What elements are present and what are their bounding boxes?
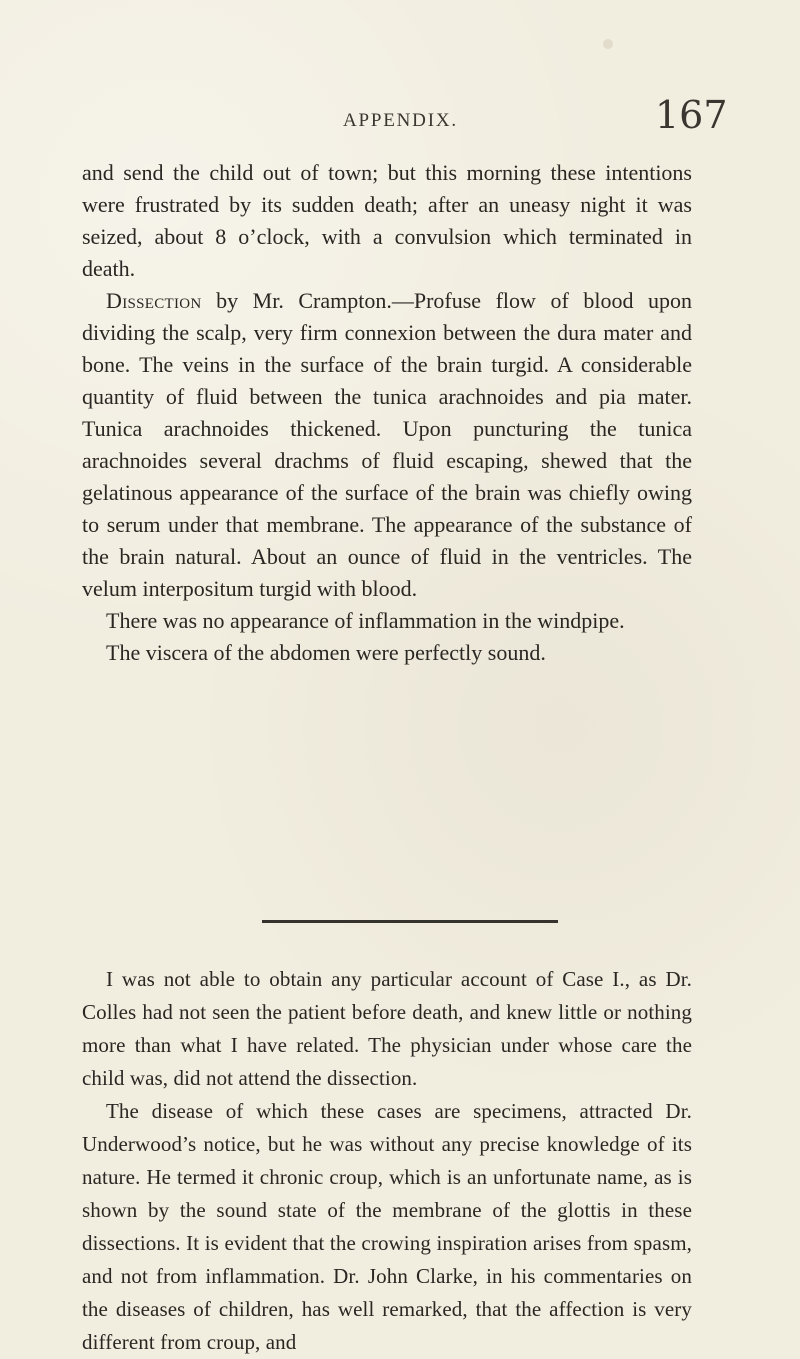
dissection-text: by Mr. Crampton.—Profuse flow of blood upon dividing the scalp, very firm connexion between the dura mater and bone. The veins in the surface of the brain turgid. A considerable quantity of fluid between the tunica arachnoides and pia mater. Tunica arachnoides thickened. Upon puncturing the tunica arachnoides several drachms of fluid escaping, shewed that the gelatinous appearance of the surface of the brain was chiefly owing to serum under that membrane. The appearance of the substance of the brain natural. About an ounce of fluid in the ventricles. The velum interpositum turgid with blood. <box>82 288 692 601</box>
paragraph-1: and send the child out of town; but this morning these intentions were frustrated by its sudden death; after an uneasy night it was seized, about 8 o’clock, with a convulsion which terminated in death. <box>82 160 692 281</box>
page-header <box>0 93 800 144</box>
paragraph-2 <box>82 285 692 605</box>
paper-spot <box>603 39 613 49</box>
page-number: 167 <box>655 93 728 137</box>
dissection-lead: Dissection <box>106 288 202 313</box>
paragraph-3: There was no appearance of inflammation in the windpipe. <box>106 608 625 633</box>
bottom-text-block <box>82 963 692 1359</box>
paragraph-5: I was not able to obtain any particular account of Case I., as Dr. Colles had not seen the patient before death, and knew little or nothing more than what I have related. The physician under whose care the child was, did not attend the dissection. <box>82 967 692 1090</box>
top-text-block <box>82 157 692 669</box>
section-divider <box>262 920 558 923</box>
running-head: APPENDIX. <box>343 110 458 131</box>
paragraph-4: The viscera of the abdomen were perfectly sound. <box>106 640 546 665</box>
paragraph-6: The disease of which these cases are specimens, attracted Dr. Underwood’s notice, but he was without any precise knowledge of its nature. He termed it chronic croup, which is an unfortunate name, as is shown by the sound state of the membrane of the glottis in these dissections. It is evident that the crowing inspiration arises from spasm, and not from inflammation. Dr. John Clarke, in his commentaries on the diseases of children, has well remarked, that the affection is very different from croup, and <box>82 1099 692 1354</box>
